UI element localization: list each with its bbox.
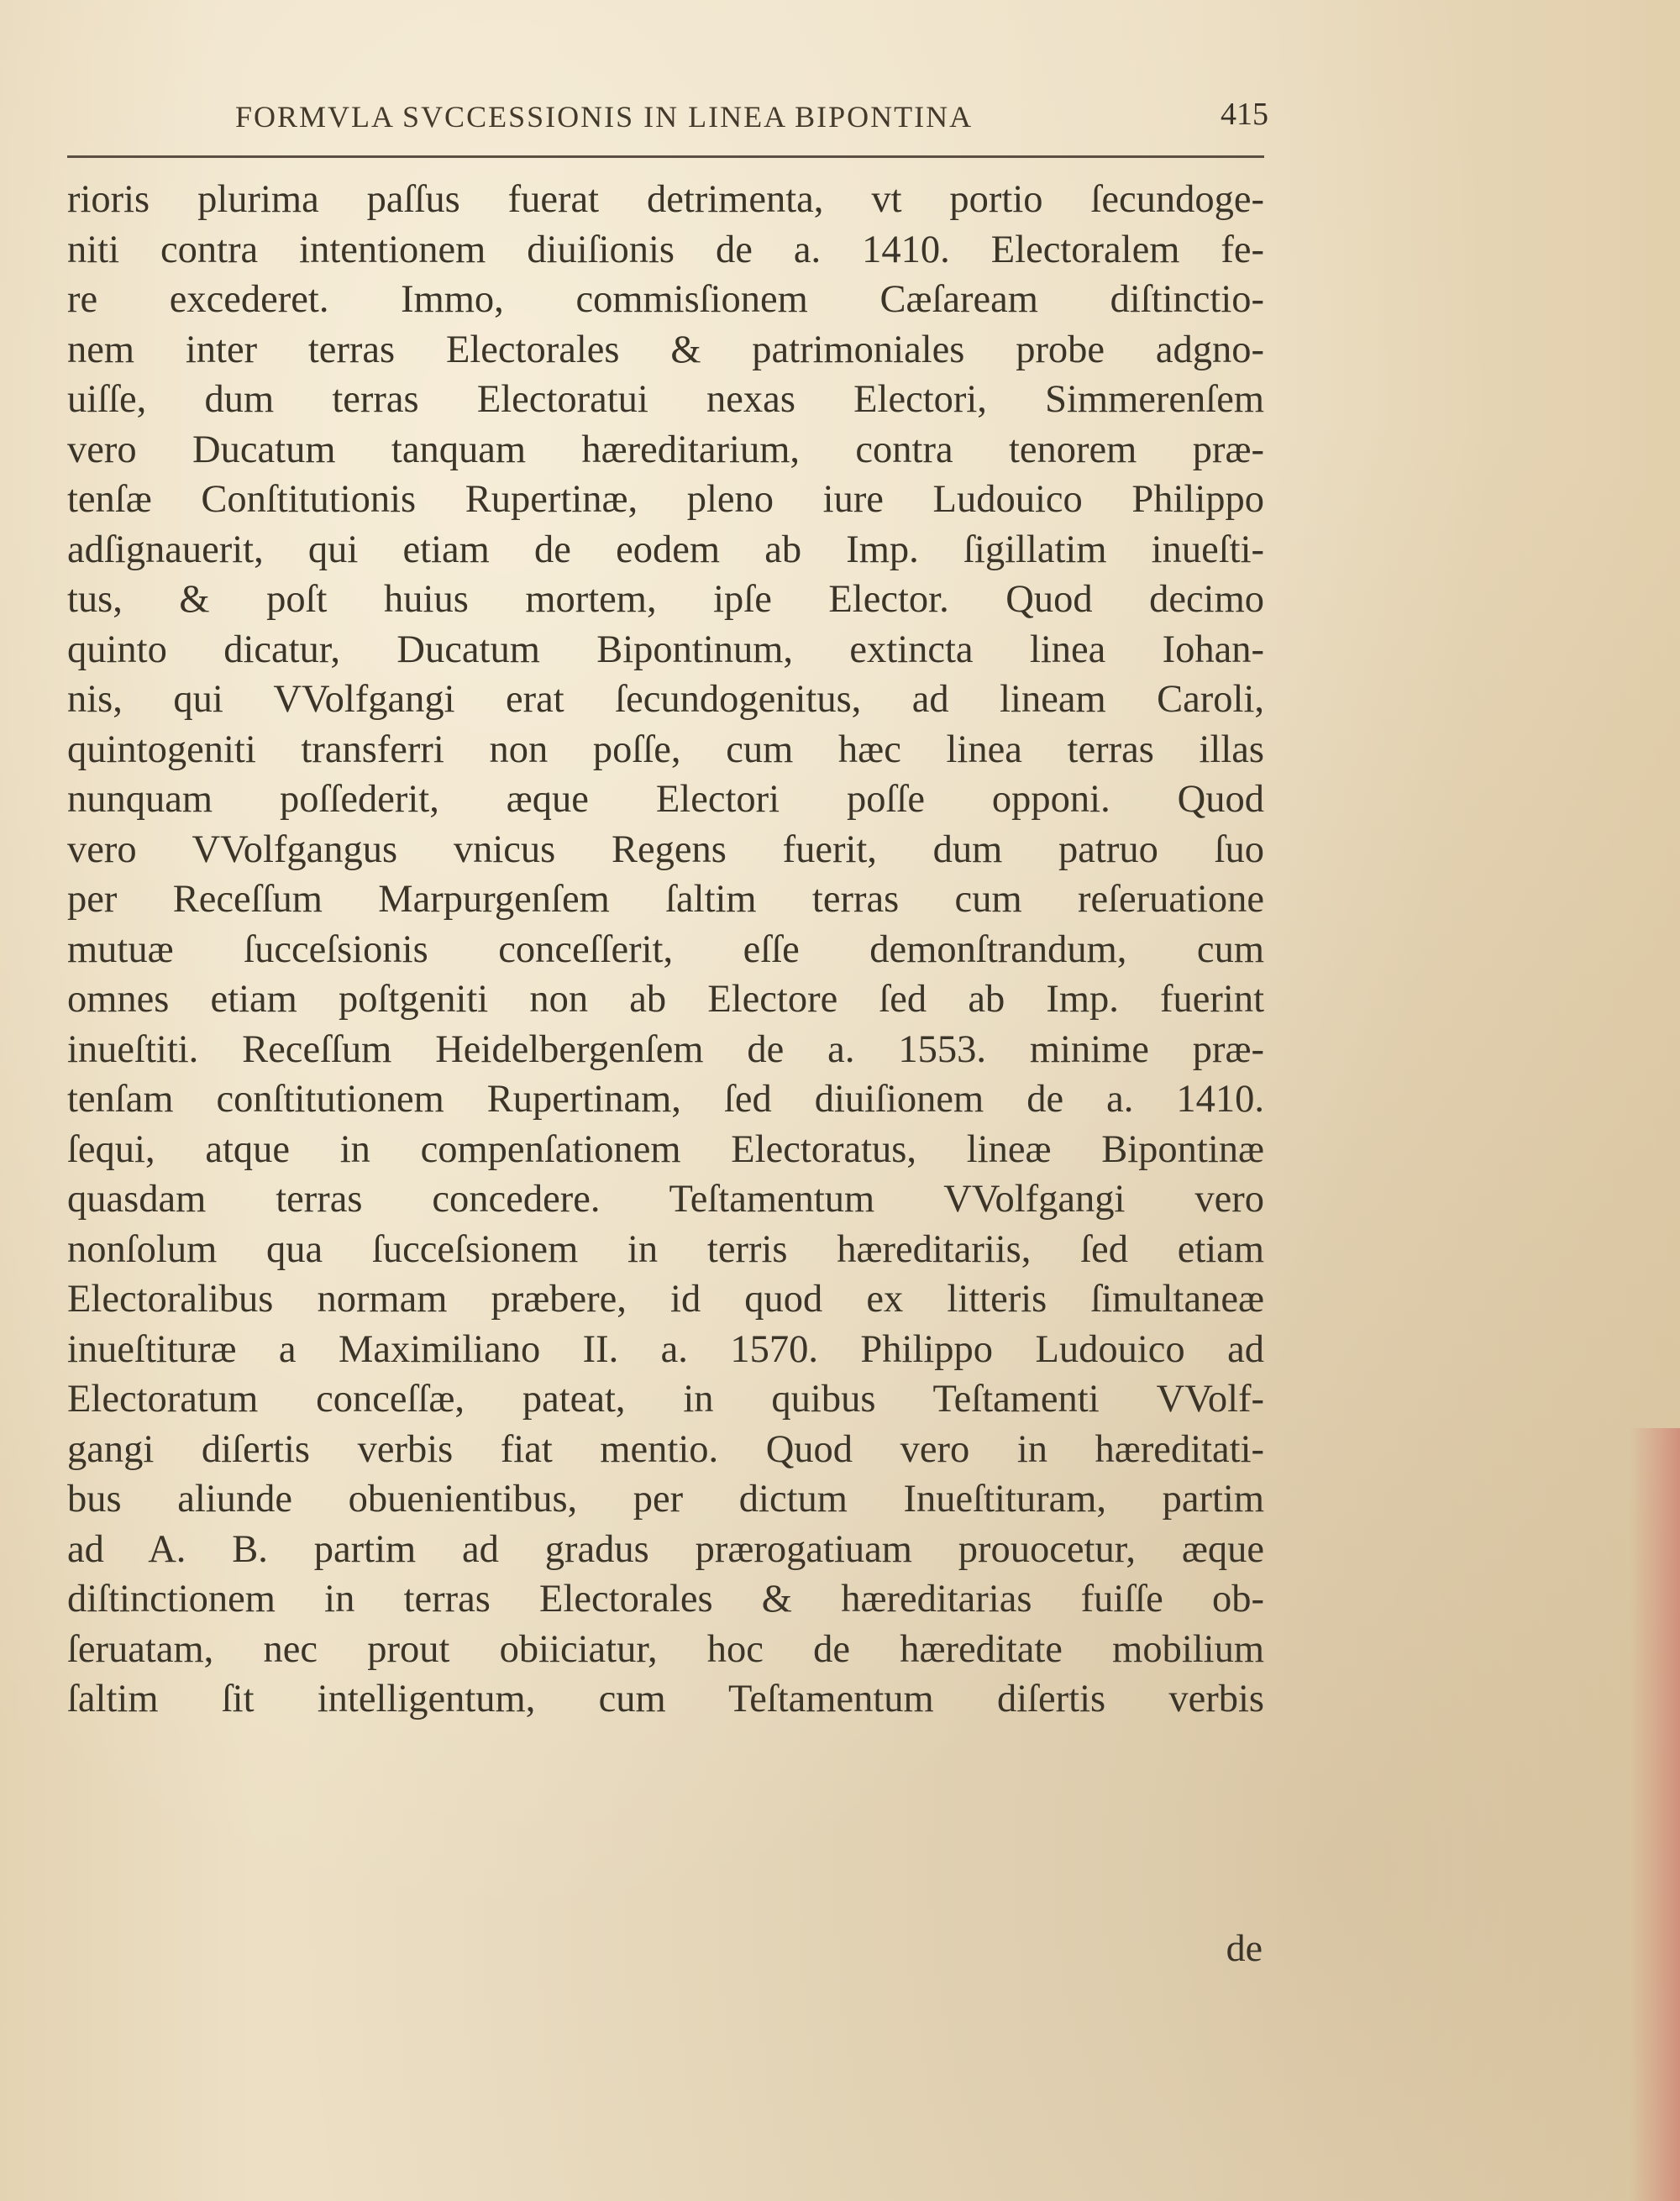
text-line: ad A. B. partim ad gradus prærogatiuam prouocetur, æque — [67, 1527, 1264, 1571]
text-line: nem inter terras Electorales & patrimoniales probe adgno- — [67, 328, 1264, 371]
text-line: Electoralibus normam præbere, id quod ex litteris ſimultaneæ — [67, 1278, 1264, 1321]
text-line: tenſæ Conſtitutionis Rupertinæ, pleno iure Ludouico Philippo — [67, 478, 1264, 521]
text-line: per Receſſum Marpurgenſem ſaltim terras cum reſeruatione — [67, 878, 1264, 921]
text-line: Electoratum conceſſæ, pateat, in quibus Teſtamenti VVolf- — [67, 1378, 1264, 1421]
text-line: omnes etiam poſtgeniti non ab Electore ſed ab Imp. fuerint — [67, 978, 1264, 1021]
text-line: rioris plurima paſſus fuerat detrimenta, vt portio ſecundoge- — [67, 178, 1264, 221]
page-number: 415 — [1221, 97, 1268, 132]
text-line: nonſolum qua ſucceſsionem in terris hæreditariis, ſed etiam — [67, 1227, 1264, 1271]
text-line: vero Ducatum tanquam hæreditarium, contra tenorem præ- — [67, 428, 1264, 471]
text-line: inueſtituræ a Maximiliano II. a. 1570. Philippo Ludouico ad — [67, 1327, 1264, 1371]
text-line: vero VVolfgangus vnicus Regens fuerit, dum patruo ſuo — [67, 827, 1264, 871]
text-line: nis, qui VVolfgangi erat ſecundogenitus, ad lineam Caroli, — [67, 678, 1264, 721]
body-text — [67, 175, 1264, 1725]
text-line: ſaltim ſit intelligentum, cum Teſtamentum diſertis verbis — [67, 1678, 1264, 1720]
running-head-title: FORMVLA SVCCESSIONIS IN LINEA BIPONTINA — [235, 100, 974, 134]
page-edge-stain — [1630, 1428, 1680, 2201]
catchword: de — [1226, 1926, 1263, 1969]
text-line: quasdam terras concedere. Teſtamentum VVolfgangi vero — [67, 1178, 1264, 1221]
text-line: quintogeniti transferri non poſſe, cum hæc linea terras illas — [67, 728, 1264, 771]
text-line: bus aliunde obuenientibus, per dictum Inueſtituram, partim — [67, 1478, 1264, 1521]
header-rule — [67, 155, 1264, 158]
text-line: mutuæ ſucceſsionis conceſſerit, eſſe demonſtrandum, cum — [67, 927, 1264, 971]
text-line: uiſſe, dum terras Electoratui nexas Electori, Simmerenſem — [67, 378, 1264, 421]
text-line: ſequi, atque in compenſationem Electoratus, lineæ Bipontinæ — [67, 1127, 1264, 1171]
running-head — [67, 92, 1268, 143]
text-line: nunquam poſſederit, æque Electori poſſe opponi. Quod — [67, 778, 1264, 821]
text-line: tenſam conſtitutionem Rupertinam, ſed diuiſionem de a. 1410. — [67, 1078, 1264, 1121]
text-line: niti contra intentionem diuiſionis de a. 1410. Electoralem fe- — [67, 228, 1264, 271]
text-line: quinto dicatur, Ducatum Bipontinum, extincta linea Iohan- — [67, 628, 1264, 671]
text-line: gangi diſertis verbis fiat mentio. Quod vero in hæreditati- — [67, 1427, 1264, 1471]
text-line: adſignauerit, qui etiam de eodem ab Imp. ſigillatim inueſti- — [67, 528, 1264, 571]
text-line: tus, & poſt huius mortem, ipſe Elector. Quod decimo — [67, 578, 1264, 621]
text-line: re excederet. Immo, commisſionem Cæſaream diſtinctio- — [67, 278, 1264, 321]
book-page — [67, 92, 1268, 1969]
text-line: inueſtiti. Receſſum Heidelbergenſem de a. 1553. minime præ- — [67, 1027, 1264, 1071]
text-line: ſeruatam, nec prout obiiciatur, hoc de hæreditate mobilium — [67, 1627, 1264, 1671]
text-line: diſtinctionem in terras Electorales & hæreditarias fuiſſe ob- — [67, 1578, 1264, 1621]
